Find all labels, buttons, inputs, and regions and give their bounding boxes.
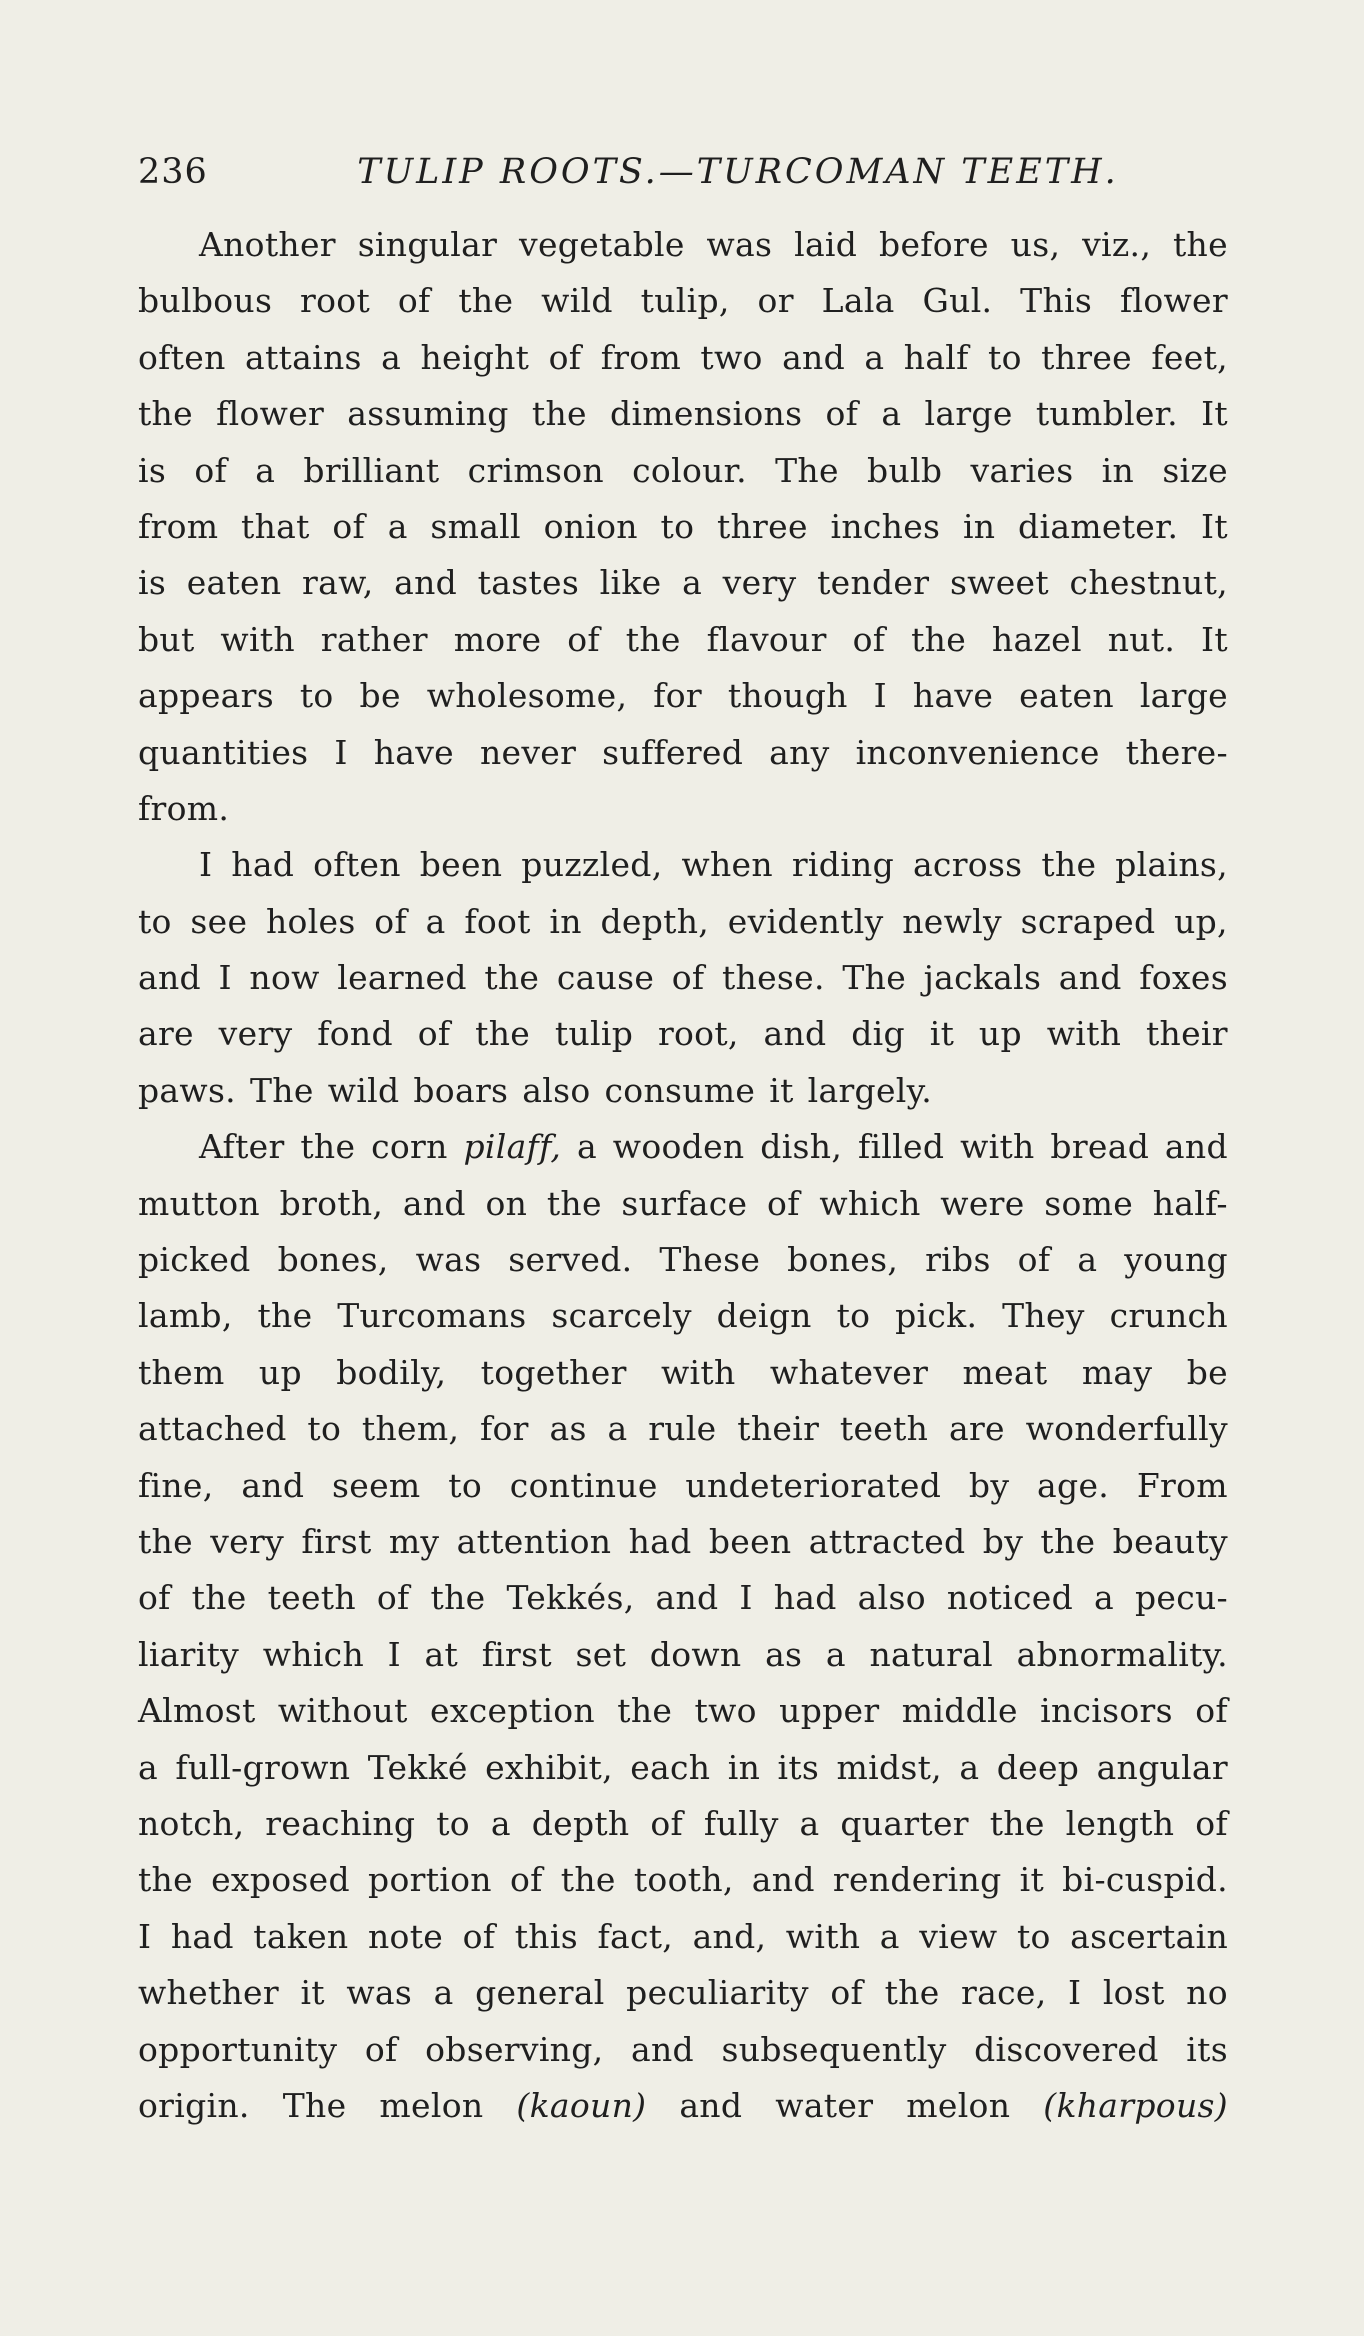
text-line: them up bodily, together with whatever meat may be bbox=[138, 1352, 1228, 1392]
text-line: to see holes of a foot in depth, evidently newly scraped up, bbox=[138, 901, 1228, 941]
text-line: the exposed portion of the tooth, and rendering it bi-cuspid. bbox=[138, 1860, 1228, 1900]
text-line: notch, reaching to a depth of fully a quarter the length of bbox=[138, 1803, 1228, 1843]
text-line: origin. The melon (kaoun) and water melon (kharpous) bbox=[138, 2085, 1228, 2125]
text-line: I had often been puzzled, when riding across the plains, bbox=[199, 845, 1228, 885]
text-line: paws. The wild boars also consume it largely. bbox=[138, 1070, 933, 1110]
text-line: bulbous root of the wild tulip, or Lala Gul. This flower bbox=[138, 281, 1228, 321]
text-line: whether it was a general peculiarity of the race, I lost no bbox=[138, 1973, 1228, 2013]
body-text bbox=[138, 217, 1228, 2134]
text-line: is eaten raw, and tastes like a very tender sweet chestnut, bbox=[138, 563, 1228, 603]
text-line: attached to them, for as a rule their teeth are wonderfully bbox=[138, 1409, 1228, 1449]
text-line: quantities I have never suffered any inconvenience there- bbox=[138, 732, 1228, 772]
text-line: of the teeth of the Tekkés, and I had also noticed a pecu- bbox=[138, 1578, 1228, 1618]
text-line: the flower assuming the dimensions of a large tumbler. It bbox=[138, 394, 1228, 434]
text-line: lamb, the Turcomans scarcely deign to pick. They crunch bbox=[138, 1296, 1228, 1336]
text-line: a full-grown Tekké exhibit, each in its midst, a deep angular bbox=[138, 1747, 1228, 1787]
text-line: and I now learned the cause of these. The jackals and foxes bbox=[138, 958, 1228, 998]
text-line: from. bbox=[138, 788, 230, 828]
text-line: fine, and seem to continue undeteriorated by age. From bbox=[138, 1465, 1228, 1505]
text-line: After the corn pilaff, a wooden dish, filled with bread and bbox=[199, 1127, 1228, 1167]
text-line: picked bones, was served. These bones, ribs of a young bbox=[138, 1240, 1228, 1280]
paragraph-tulip-root bbox=[138, 217, 1228, 837]
text-line: but with rather more of the flavour of the hazel nut. It bbox=[138, 619, 1228, 659]
text-line: is of a brilliant crimson colour. The bulb varies in size bbox=[138, 450, 1228, 490]
paragraph-teeth bbox=[138, 1119, 1228, 2134]
text-line: from that of a small onion to three inches in diameter. It bbox=[138, 506, 1228, 546]
text-line: mutton broth, and on the surface of which were some half- bbox=[138, 1183, 1228, 1223]
text-line: appears to be wholesome, for though I have eaten large bbox=[138, 676, 1228, 716]
text-line: opportunity of observing, and subsequently discovered its bbox=[138, 2029, 1228, 2069]
text-line: often attains a height of from two and a half to three feet, bbox=[138, 337, 1228, 377]
page-number: 236 bbox=[138, 152, 208, 192]
paragraph-holes bbox=[138, 837, 1228, 1119]
text-line: the very first my attention had been attracted by the beauty bbox=[138, 1521, 1228, 1561]
text-line: Another singular vegetable was laid before us, viz., the bbox=[199, 225, 1228, 264]
page-header bbox=[138, 142, 1228, 202]
text-line: Almost without exception the two upper middle incisors of bbox=[138, 1691, 1228, 1731]
text-line: I had taken note of this fact, and, with a view to ascertain bbox=[138, 1916, 1228, 1956]
text-line: are very fond of the tulip root, and dig it up with their bbox=[138, 1014, 1228, 1054]
running-head: TULIP ROOTS.—TURCOMAN TEETH. bbox=[357, 152, 1119, 192]
text-line: liarity which I at first set down as a natural abnormality. bbox=[138, 1634, 1228, 1674]
